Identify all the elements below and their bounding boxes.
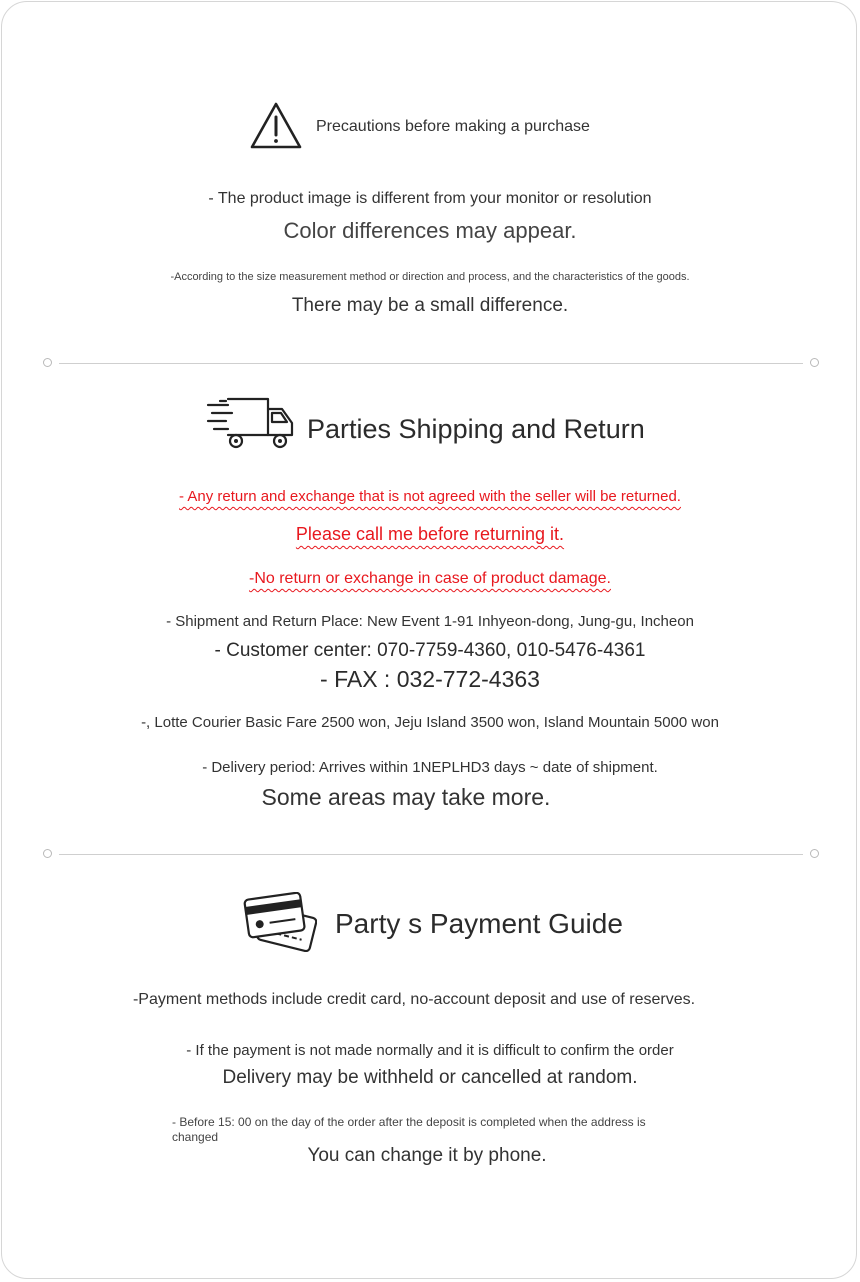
payment-line-2: Delivery may be withheld or cancelled at random. [222, 1067, 638, 1088]
payment-title: Party s Payment Guide [335, 908, 623, 939]
payment-line-3: - Before 15: 00 on the day of the order after the deposit is completed when the address is changed [172, 1115, 646, 1144]
payment-methods: -Payment methods include credit card, no-account deposit and use of reserves. [132, 991, 696, 1008]
shipping-warning-1: - Any return and exchange that is not agreed with the seller will be returned. [179, 488, 681, 505]
payment-line-4: You can change it by phone. [307, 1145, 547, 1166]
customer-center: - Customer center: 070-7759-4360, 010-5476-4361 [214, 640, 646, 661]
payment-line-1: - If the payment is not made normally and it is difficult to confirm the order [186, 1042, 674, 1059]
precautions-line-4: There may be a small difference. [291, 295, 569, 316]
shipping-warning-3: -No return or exchange in case of product damage. [249, 570, 611, 587]
credit-card-icon [243, 892, 317, 952]
shipping-place: - Shipment and Return Place: New Event 1-91 Inhyeon-dong, Jung-gu, Incheon [166, 613, 694, 630]
precautions-line-1: - The product image is different from your monitor or resolution [208, 190, 652, 207]
delivery-truck-icon [206, 395, 296, 451]
courier-fare: -, Lotte Courier Basic Fare 2500 won, Jeju Island 3500 won, Island Mountain 5000 won [141, 714, 719, 731]
delivery-areas: Some areas may take more. [261, 784, 551, 810]
shipping-warning-2: Please call me before returning it. [295, 524, 565, 544]
fax-number: - FAX : 032-772-4363 [320, 666, 540, 692]
precautions-title: Precautions before making a purchase [316, 118, 590, 135]
precautions-line-2: Color differences may appear. [283, 218, 577, 243]
section-divider [43, 358, 819, 368]
precautions-line-3: -According to the size measurement method or direction and process, and the characteristics of the goods. [170, 271, 690, 283]
warning-triangle-icon [249, 101, 303, 150]
shipping-title: Parties Shipping and Return [307, 414, 645, 444]
section-divider [43, 849, 819, 859]
delivery-period: - Delivery period: Arrives within 1NEPLHD3 days ~ date of shipment. [202, 759, 658, 776]
